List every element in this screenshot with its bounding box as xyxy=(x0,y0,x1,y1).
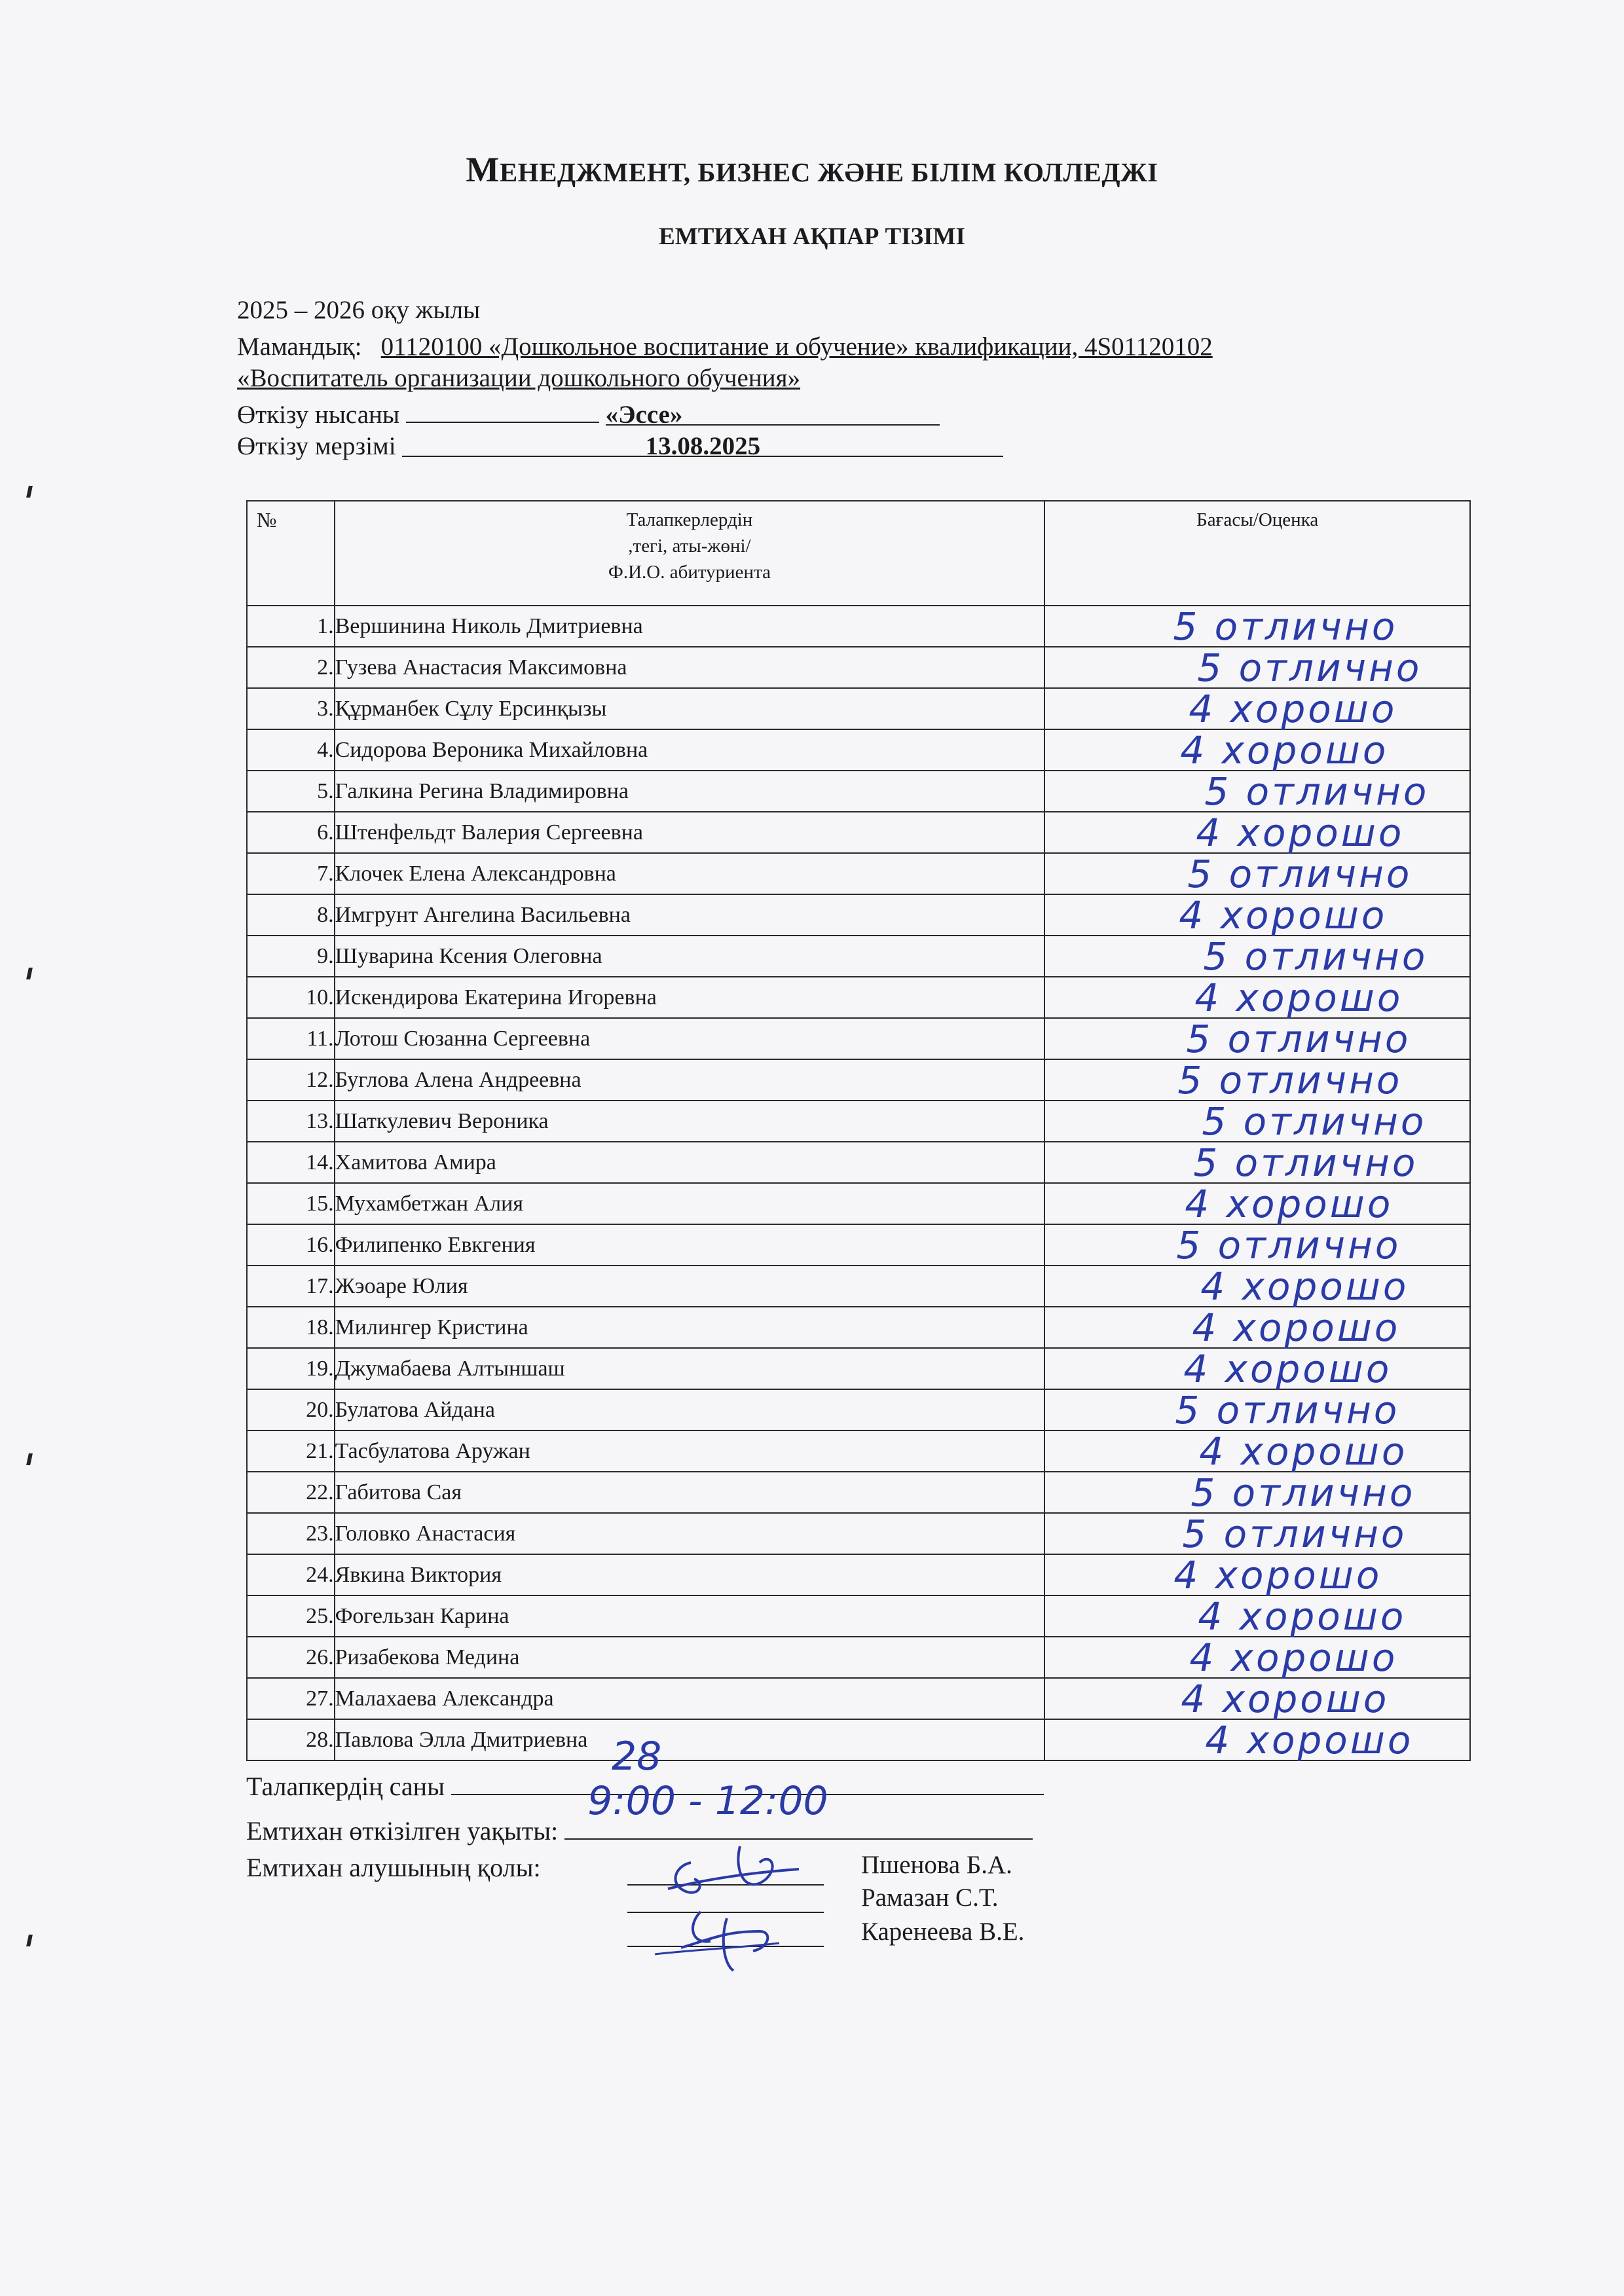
header-name: Талапкерлердін ,тегі, аты-жөні/ Ф.И.О. абитуриента xyxy=(335,501,1045,606)
row-number: 1. xyxy=(247,606,335,647)
margin-mark xyxy=(26,1935,33,1946)
table-row xyxy=(247,1678,1470,1719)
applicant-name: Буглова Алена Андреевна xyxy=(335,1059,1045,1101)
applicant-name: Малахаева Александра xyxy=(335,1678,1045,1719)
applicant-name: Клочек Елена Александровна xyxy=(335,853,1045,894)
row-number: 26. xyxy=(247,1637,335,1678)
handwritten-grade: 5 отлично xyxy=(1204,769,1430,814)
grade-cell xyxy=(1044,1348,1470,1389)
handwritten-grade: 4 хорошо xyxy=(1198,1594,1407,1639)
handwritten-grade: 5 отлично xyxy=(1193,1140,1418,1185)
handwritten-grade: 5 отлично xyxy=(1182,1512,1407,1556)
applicant-name: Штенфельдт Валерия Сергеевна xyxy=(335,812,1045,853)
handwritten-grade: 5 отлично xyxy=(1187,852,1412,896)
handwritten-signatures xyxy=(629,1833,864,1977)
row-number: 27. xyxy=(247,1678,335,1719)
table-header xyxy=(247,501,1470,606)
applicant-name: Жэоаре Юлия xyxy=(335,1266,1045,1307)
time-line: Емтихан өткізілген уақыты: 9:00 - 12:00 xyxy=(246,1812,1033,1846)
table-body xyxy=(247,606,1470,1760)
applicant-name: Құрманбек Сұлу Ерсинқызы xyxy=(335,688,1045,729)
margin-mark xyxy=(26,968,33,979)
table-row xyxy=(247,812,1470,853)
examiner-name: Пшенова Б.А. xyxy=(861,1851,1012,1879)
grade-cell xyxy=(1044,1595,1470,1637)
applicant-name: Джумабаева Алтыншаш xyxy=(335,1348,1045,1389)
applicant-name: Имгрунт Ангелина Васильевна xyxy=(335,894,1045,936)
grade-cell xyxy=(1044,812,1470,853)
row-number: 15. xyxy=(247,1183,335,1224)
signature-label: Емтихан алушының қолы: xyxy=(246,1853,541,1882)
applicant-name: Лотош Сюзанна Сергеевна xyxy=(335,1018,1045,1059)
applicant-name: Габитова Сая xyxy=(335,1472,1045,1513)
grade-cell xyxy=(1044,1637,1470,1678)
row-number: 16. xyxy=(247,1224,335,1266)
applicant-name: Филипенко Евкгения xyxy=(335,1224,1045,1266)
row-number: 20. xyxy=(247,1389,335,1430)
applicant-name: Галкина Регина Владимировна xyxy=(335,771,1045,812)
row-number: 4. xyxy=(247,729,335,771)
table-row xyxy=(247,1224,1470,1266)
specialty-line: Мамандық: 01120100 «Дошкольное воспитание и обучение» квалификации, 4S01120102 xyxy=(237,333,1213,361)
table-row xyxy=(247,1389,1470,1430)
handwritten-count: 28 xyxy=(611,1734,662,1779)
applicant-name: Тасбулатова Аружан xyxy=(335,1430,1045,1472)
applicant-name: Явкина Виктория xyxy=(335,1554,1045,1595)
date-line: Өткізу мерзімі 13.08.2025 xyxy=(237,432,1003,461)
grade-cell xyxy=(1044,1307,1470,1348)
grade-cell xyxy=(1044,1719,1470,1760)
row-number: 9. xyxy=(247,936,335,977)
handwritten-grade: 5 отлично xyxy=(1177,1058,1403,1102)
applicant-name: Шаткулевич Вероника xyxy=(335,1101,1045,1142)
row-number: 13. xyxy=(247,1101,335,1142)
table-row xyxy=(247,853,1470,894)
row-number: 3. xyxy=(247,688,335,729)
row-number: 28. xyxy=(247,1719,335,1760)
table-row xyxy=(247,729,1470,771)
applicant-name: Булатова Айдана xyxy=(335,1389,1045,1430)
handwritten-grade: 5 отлично xyxy=(1203,934,1428,979)
grade-cell xyxy=(1044,977,1470,1018)
grade-cell xyxy=(1044,1224,1470,1266)
form-line: Өткізу нысаны «Эссе» xyxy=(237,398,940,429)
handwritten-grade: 5 отлично xyxy=(1202,1099,1427,1144)
handwritten-grade: 4 хорошо xyxy=(1180,728,1389,773)
grade-cell xyxy=(1044,853,1470,894)
handwritten-grade: 5 отлично xyxy=(1190,1470,1416,1515)
handwritten-grade: 4 хорошо xyxy=(1173,1553,1382,1597)
row-number: 6. xyxy=(247,812,335,853)
grade-cell xyxy=(1044,1018,1470,1059)
handwritten-grade: 4 хорошо xyxy=(1183,1347,1392,1391)
handwritten-grade: 5 отлично xyxy=(1197,646,1422,690)
applicant-name: Милингер Кристина xyxy=(335,1307,1045,1348)
grade-cell xyxy=(1044,1678,1470,1719)
table-row xyxy=(247,977,1470,1018)
handwritten-grade: 4 хорошо xyxy=(1192,1305,1401,1350)
handwritten-grade: 5 отлично xyxy=(1175,1388,1400,1432)
applicant-name: Хамитова Амира xyxy=(335,1142,1045,1183)
grade-cell xyxy=(1044,1554,1470,1595)
table-row xyxy=(247,1719,1470,1760)
examiner-name: Рамазан С.Т. xyxy=(861,1884,999,1912)
row-number: 14. xyxy=(247,1142,335,1183)
row-number: 12. xyxy=(247,1059,335,1101)
header-grade: Бағасы/Оценка xyxy=(1044,501,1470,606)
grade-cell xyxy=(1044,1513,1470,1554)
handwritten-grade: 4 хорошо xyxy=(1189,687,1397,731)
grade-cell xyxy=(1044,606,1470,647)
table-row xyxy=(247,1059,1470,1101)
table-row xyxy=(247,1472,1470,1513)
handwritten-grade: 5 отлично xyxy=(1176,1223,1401,1267)
grade-cell xyxy=(1044,1059,1470,1101)
document-subtitle: ЕМТИХАН АҚПАР ТІЗІМІ xyxy=(659,223,965,250)
grade-cell xyxy=(1044,1266,1470,1307)
table-row xyxy=(247,1307,1470,1348)
header-number: № xyxy=(247,501,335,606)
grade-cell xyxy=(1044,647,1470,688)
applicant-name: Фогельзан Карина xyxy=(335,1595,1045,1637)
handwritten-grade: 4 хорошо xyxy=(1194,975,1403,1020)
grade-cell xyxy=(1044,771,1470,812)
row-number: 25. xyxy=(247,1595,335,1637)
college-title: МЕНЕДЖМЕНТ, БИЗНЕС ЖӘНЕ БІЛІМ КОЛЛЕДЖІ xyxy=(466,150,1158,189)
specialty-line-2: «Воспитатель организации дошкольного обучения» xyxy=(237,364,801,392)
academic-year: 2025 – 2026 оқу жылы xyxy=(237,296,481,324)
applicant-name: Головко Анастасия xyxy=(335,1513,1045,1554)
table-row xyxy=(247,647,1470,688)
row-number: 10. xyxy=(247,977,335,1018)
table-row xyxy=(247,1348,1470,1389)
grade-cell xyxy=(1044,1183,1470,1224)
examiner-name: Каренеева В.Е. xyxy=(861,1918,1025,1946)
handwritten-grade: 4 хорошо xyxy=(1199,1429,1408,1474)
grade-cell xyxy=(1044,1472,1470,1513)
margin-mark xyxy=(26,486,33,498)
row-number: 17. xyxy=(247,1266,335,1307)
grade-cell xyxy=(1044,729,1470,771)
table-row xyxy=(247,1183,1470,1224)
row-number: 21. xyxy=(247,1430,335,1472)
applicant-name: Вершинина Николь Дмитриевна xyxy=(335,606,1045,647)
exam-date: 13.08.2025 xyxy=(645,432,761,460)
margin-mark xyxy=(26,1453,33,1465)
table-row xyxy=(247,606,1470,647)
handwritten-grade: 4 хорошо xyxy=(1205,1718,1414,1762)
table-row xyxy=(247,1637,1470,1678)
table-row xyxy=(247,771,1470,812)
handwritten-time: 9:00 - 12:00 xyxy=(587,1778,828,1824)
table-row xyxy=(247,1266,1470,1307)
row-number: 22. xyxy=(247,1472,335,1513)
grade-cell xyxy=(1044,936,1470,977)
applicant-name: Ризабекова Медина xyxy=(335,1637,1045,1678)
handwritten-grade: 4 хорошо xyxy=(1179,893,1388,938)
row-number: 7. xyxy=(247,853,335,894)
form-value: «Эссе» xyxy=(605,401,683,429)
table-row xyxy=(247,936,1470,977)
handwritten-grade: 4 хорошо xyxy=(1189,1635,1398,1680)
row-number: 18. xyxy=(247,1307,335,1348)
grade-cell xyxy=(1044,1142,1470,1183)
grade-cell xyxy=(1044,894,1470,936)
table-row xyxy=(247,1142,1470,1183)
grade-cell xyxy=(1044,1101,1470,1142)
row-number: 5. xyxy=(247,771,335,812)
row-number: 11. xyxy=(247,1018,335,1059)
row-number: 24. xyxy=(247,1554,335,1595)
specialty-value: 01120100 «Дошкольное воспитание и обучение» квалификации, 4S01120102 xyxy=(380,333,1213,361)
applicant-name: Сидорова Вероника Михайловна xyxy=(335,729,1045,771)
table-row xyxy=(247,1513,1470,1554)
grade-cell xyxy=(1044,688,1470,729)
table-row xyxy=(247,1101,1470,1142)
table-row xyxy=(247,1430,1470,1472)
results-table xyxy=(246,500,1471,1761)
table-row xyxy=(247,1595,1470,1637)
handwritten-grade: 4 хорошо xyxy=(1181,1677,1390,1721)
applicant-name: Искендирова Екатерина Игоревна xyxy=(335,977,1045,1018)
applicant-name: Гузева Анастасия Максимовна xyxy=(335,647,1045,688)
applicant-name: Павлова Элла Дмитриевна xyxy=(335,1719,1045,1760)
grade-cell xyxy=(1044,1389,1470,1430)
handwritten-grade: 5 отлично xyxy=(1186,1017,1411,1061)
handwritten-grade: 5 отлично xyxy=(1173,604,1398,649)
row-number: 8. xyxy=(247,894,335,936)
row-number: 19. xyxy=(247,1348,335,1389)
handwritten-grade: 4 хорошо xyxy=(1200,1264,1409,1309)
row-number: 23. xyxy=(247,1513,335,1554)
table-row xyxy=(247,894,1470,936)
table-row xyxy=(247,1018,1470,1059)
grade-cell xyxy=(1044,1430,1470,1472)
table-row xyxy=(247,688,1470,729)
row-number: 2. xyxy=(247,647,335,688)
table-row xyxy=(247,1554,1470,1595)
handwritten-grade: 4 хорошо xyxy=(1185,1182,1393,1226)
count-line: Талапкердің саны 28 xyxy=(246,1768,1044,1802)
handwritten-grade: 4 хорошо xyxy=(1196,811,1405,855)
applicant-name: Шуварина Ксения Олеговна xyxy=(335,936,1045,977)
applicant-name: Мухамбетжан Алия xyxy=(335,1183,1045,1224)
